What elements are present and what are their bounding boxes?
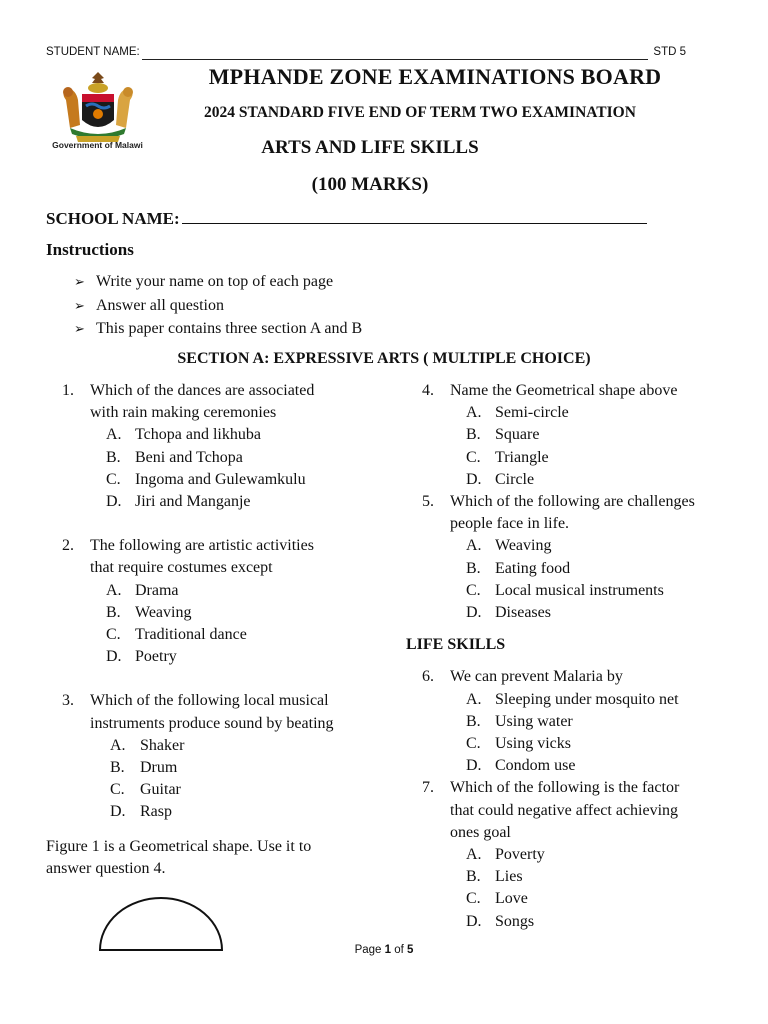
- option: B. Weaving: [106, 603, 192, 621]
- option: B. Using water: [466, 712, 573, 730]
- option: A. Drama: [106, 581, 179, 599]
- option: C. Traditional dance: [106, 626, 247, 644]
- instruction-item: ➢ Write your name on top of each page: [74, 271, 362, 295]
- option: A. Sleeping under mosquito net: [466, 690, 679, 708]
- instruction-item: ➢ This paper contains three section A and B: [74, 318, 362, 342]
- option: D. Condom use: [466, 757, 576, 775]
- arrow-bullet-icon: ➢: [74, 275, 85, 290]
- board-title: MPHANDE ZONE EXAMINATIONS BOARD: [208, 64, 662, 89]
- school-name-blank: [182, 209, 647, 224]
- option: A. Shaker: [110, 736, 185, 754]
- option: D. Diseases: [466, 604, 551, 622]
- logo-caption: Government of Malawi: [52, 140, 143, 150]
- option: D. Songs: [466, 912, 535, 930]
- instructions-list: [74, 271, 362, 342]
- option: C. Guitar: [110, 781, 181, 799]
- section-a-heading: SECTION A: EXPRESSIVE ARTS ( MULTIPLE CHOICE): [177, 350, 591, 367]
- option: C. Ingoma and Gulewamkulu: [106, 470, 306, 488]
- option: A. Semi-circle: [466, 404, 569, 422]
- option: C. Triangle: [466, 448, 549, 466]
- option: A. Poverty: [466, 846, 545, 864]
- question-2: 2. The following are artistic activities that require costumes except A. Drama B. Weaving C. Traditional dance D. Poetry: [46, 535, 386, 668]
- student-name-blank: [142, 59, 648, 60]
- instruction-item: ➢ Answer all question: [74, 295, 362, 319]
- option: B. Lies: [466, 868, 523, 886]
- school-name-line: [46, 209, 647, 229]
- option: D. Jiri and Manganje: [106, 493, 251, 511]
- option: C. Love: [466, 890, 528, 908]
- marks-title: (100 MARKS): [311, 174, 429, 195]
- std-label: STD 5: [653, 46, 686, 58]
- option: D. Rasp: [110, 803, 172, 821]
- option: D. Circle: [466, 470, 535, 488]
- question-1: 1. Which of the dances are associated with rain making ceremonies A. Tchopa and likhuba B. Beni and Tchopa C. Ingoma and Gulewamkulu D. Jiri and Manganje: [46, 380, 386, 513]
- left-column: [46, 380, 386, 880]
- question-6: 6. We can prevent Malaria by A. Sleeping under mosquito net B. Using water C. Using vicks D. Condom use: [406, 666, 746, 777]
- life-skills-heading: LIFE SKILLS: [406, 636, 506, 654]
- option: A. Tchopa and likhuba: [106, 426, 261, 444]
- option: A. Weaving: [466, 537, 552, 555]
- exam-title: 2024 STANDARD FIVE END OF TERM TWO EXAMINATION: [204, 104, 636, 121]
- question-3: 3. Which of the following local musical instruments produce sound by beating A. Shaker B. Drum C. Guitar D. Rasp: [46, 690, 386, 823]
- option: C. Local musical instruments: [466, 581, 664, 599]
- option: B. Eating food: [466, 559, 571, 577]
- option: B. Square: [466, 426, 540, 444]
- figure-caption: Figure 1 is a Geometrical shape. Use it to answer question 4.: [46, 837, 312, 877]
- option: C. Using vicks: [466, 735, 571, 753]
- option: B. Drum: [110, 759, 178, 777]
- question-5: 5. Which of the following are challenges people face in life. A. Weaving B. Eating food C. Local musical instruments D. Diseases: [406, 491, 746, 624]
- arrow-bullet-icon: ➢: [74, 322, 85, 337]
- option: D. Poetry: [106, 648, 177, 666]
- page-number: Page 1 of 5: [354, 944, 414, 956]
- student-name-label: STUDENT NAME:: [46, 46, 140, 58]
- question-7: 7. Which of the following is the factor that could negative affect achieving ones goal A. Poverty B. Lies C. Love D. Songs: [406, 777, 746, 932]
- option: B. Beni and Tchopa: [106, 448, 243, 466]
- instructions-heading: Instructions: [46, 240, 134, 259]
- school-name-label: SCHOOL NAME:: [46, 209, 180, 228]
- subject-title: ARTS AND LIFE SKILLS: [261, 137, 479, 158]
- right-column: [406, 380, 746, 933]
- arrow-bullet-icon: ➢: [74, 298, 85, 314]
- question-4: 4. Name the Geometrical shape above A. Semi-circle B. Square C. Triangle D. Circle: [406, 380, 746, 491]
